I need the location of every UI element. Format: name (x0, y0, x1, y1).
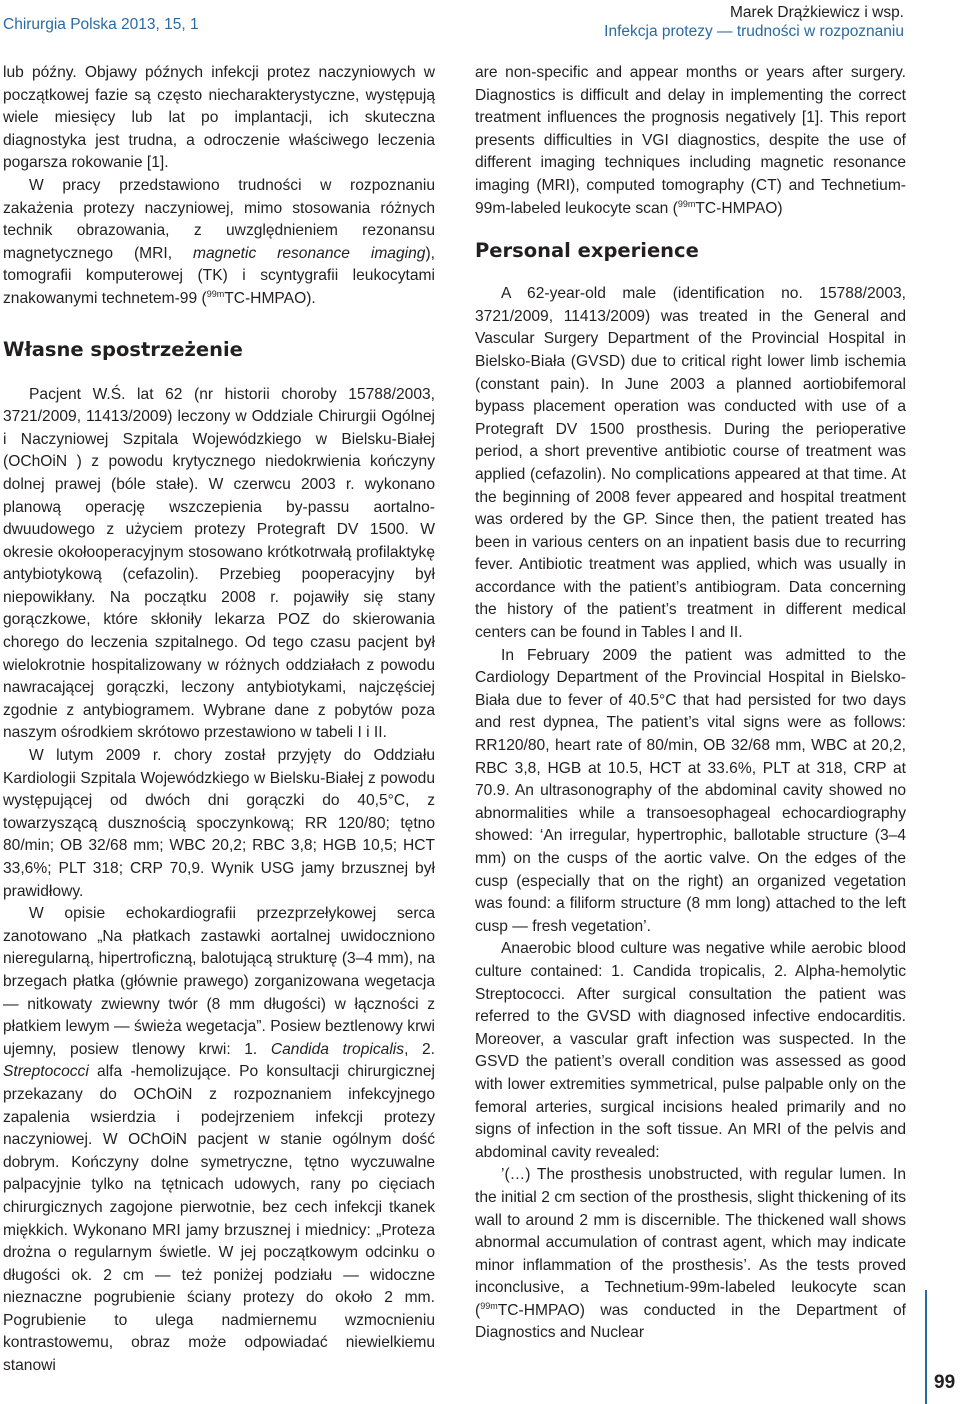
english-column (475, 62, 906, 1345)
page-header (0, 0, 960, 48)
text-run: , 2. (404, 1040, 436, 1058)
page-number: 99 (934, 1372, 956, 1393)
text-run: alfa -hemolizujące. Po konsultacji chirurgicznej przekazany do OChOiN z rozpoznaniem infekcyjnego zapalenia wsierdzia i podejrzeniem infekcji protezy naczyniowej. W OChOiN pacjent w stanie ogólnym dość dobrym. Kończyny dolne symetryczne, tętno wyczuwalne palpacyjnie tylko na tętnicach udowych, rany po cięciach chirurgicznych zagojone pierwotnie, bez cech infekcji tkanek miękkich. Wykonano MRI jamy brzusznej i miednicy: „Proteza drożna o regularnym świetle. W jej początkowym odcinku o długości ok. 2 cm — też poniżej podziału — widoczne nieznaczne pogrubienie ściany protezy do około 2 mm. Pogrubienie to ulega nadmiernemu wzmocnieniu kontrastowemu, obraz może odpowiadać niewielkiemu stanowi (3, 1063, 435, 1375)
italic-term: magnetic resonance imaging (192, 244, 426, 262)
superscript: 99m (480, 1300, 498, 1311)
paragraph: Anaerobic blood culture was negative while aerobic blood culture contained: 1. Candida tropicalis, 2. Alpha-hemolytic Streptococci. After surgical consultation the patient was referred to the GVSD with diagnosed infective endocarditis. Moreover, a vascular graft infection was suspected. In the GSVD the patient’s overall condition was assessed as good with lower extremities symmetrical, pulse palpable only on the femoral arteries, surgical incisions healed primarily and no signs of infection in the soft tissue. An MRI of the pelvis and abdominal cavity revealed: (475, 940, 906, 1161)
superscript: 99m (206, 288, 225, 299)
paragraph: In February 2009 the patient was admitted to the Cardiology Department of the Provincial Hospital in Bielsko-Biała due to fever of 40.5°C that had persisted for two days and rest dypnea, The patient’s vital signs were as follows: RR120/80, heart rate of 80/min, OB 32/68 mm, WBC at 20,2, RBC 3,8, HGB at 10.5, HCT at 33.6%, PLT at 318, CRP at 70.9. An ultrasonography of the abdominal cavity showed no abnormalities while a transoesophageal echocardiography showed: ‘An irregular, hypertrophic, ballotable structure (3–4 mm) on the cusps of the aortic valve. On the edges of the cusp (especially that on the right) an organized vegetation was found: a filiform structure (8 mm long) attached to the left cusp — fresh vegetation’. (475, 646, 906, 935)
running-head-authors: Marek Drążkiewicz i wsp. (730, 4, 904, 21)
paragraph: lub późny. Objawy późnych infekcji protez naczyniowych w początkowej fazie są często niecharakterystyczne, występują wiele miesięcy lub lat po implantacji, ich skuteczna diagnostyka jest trudna, a odroczenie właściwego leczenia pogarsza rokowanie [1]. (3, 64, 435, 172)
running-head (604, 3, 904, 41)
text-run: TC-HMPAO) was conducted in the Department of Diagnostics and Nuclear (475, 1301, 906, 1342)
journal-citation: Chirurgia Polska 2013, 15, 1 (3, 16, 199, 33)
paragraph: W lutym 2009 r. chory został przyjęty do Oddziału Kardiologii Szpitala Wojewódzkiego w Bielsku-Białej z powodu występującej od dwóch dni gorączki do 40,5°C, z towarzyszącą dusznością spoczynkową; RR 120/80; tętno 80/min; OB 32/68 mm; WBC 20,2; RBC 3,8; HGB 10,5; HCT 33,6%; PLT 318; CRP 70,9. Wynik USG jamy brzusznej był prawidłowy. (3, 747, 435, 900)
text-run: W pracy przedstawiono trudności w rozpoznaniu zakażenia protezy naczyniowej, mimo stosowania różnych technik obrazowania, z uwzględnieniem rezonansu magnetycznego (MRI, (3, 176, 435, 262)
paragraph (475, 62, 906, 220)
text-run: TC-HMPAO) (695, 199, 783, 217)
text-run: W opisie echokardiografii przezprzełykowej serca zanotowano „Na płatkach zastawki aortalnej uwidoczniono nieregularną, hipertroficzną, balotującą strukturę (3–4 mm), na brzegach płatka (głównie prawego) zorganizowana wegetacja — nitkowaty zwiewny twór (8 mm długości) w łączności z płatkiem lewym — świeża wegetacja”. Posiew beztlenowy krwi ujemny, posiew tlenowy krwi: 1. (3, 905, 435, 1058)
running-head-title: Infekcja protezy — trudności w rozpoznaniu (604, 23, 904, 40)
text-run: ), tomografii komputerowej (TK) i scyntygrafii leukocytami znakowanymi technetem-99 ( (3, 244, 435, 307)
paragraph: Pacjent W.Ś. lat 62 (nr historii choroby 15788/2003, 3721/2009, 11413/2009) leczony w Oddziale Chirurgii Ogólnej i Naczyniowej Szpitala Wojewódzkiego w Bielsku-Białej (OChOiN ) z powodu krytycznego niedokrwienia kończyny dolnej prawej (bóle stałe). W czerwcu 2003 r. wykonano planową operację wszczepienia by-passu aortalno-dwuudowego z użyciem protezy Protegraft DV 1500. W okresie okołooperacyjnym stosowano krótkotrwałą profilaktykę antybiotykową (cefazolin). Przebieg pooperacyjny był niepowikłany. Na początku 2008 r. pojawiły się stany gorączkowe, które skłoniły lekarza POZ do skierowania chorego do leczenia szpitalnego. Od tego czasu pacjent był wielokrotnie hospitalizowany w różnych oddziałach z powodu nawracającej gorączki, leczony antybiotykami, najczęściej zgodnie z antybiogramem. Wybrane dane z pobytów poza naszym ośrodkiem skrótowo przestawiono w tabeli I i II. (3, 385, 435, 742)
paragraph (475, 1164, 906, 1345)
italic-term: Streptococci (3, 1063, 89, 1081)
superscript: 99m (677, 198, 696, 209)
section-heading: Własne spostrzeżenie (3, 337, 243, 361)
paragraph: A 62-year-old male (identification no. 15788/2003, 3721/2009, 11413/2009) was treated in the General and Vascular Surgery Department of the Provincial Hospital in Bielsko-Biała (GVSD) due to critical right lower limb ischemia (constant pain). In June 2003 a planned aortiobifemoral bypass placement operation was conducted with use of a Protegraft DV 1500 prosthesis. During the perioperative period, a short preventive antibiotic course of treatment was applied (cefazolin). No complications appeared at that time. At the beginning of 2008 fever appeared and hospital treatment was ordered by the GP. Since then, the patient treated has been in various centers on an inpatient basis due to recurring fever. Antibiotic treatment was applied, which was usually in accordance with the patient’s antibiogram. Data concerning the history of the patient’s treatment in different medical centers can be found in Tables I and II. (475, 285, 906, 642)
polish-column (3, 62, 435, 1378)
page-margin-rule (925, 1290, 927, 1404)
paragraph (3, 903, 435, 1377)
italic-term: Candida tropicalis (270, 1040, 405, 1058)
text-run: are non-specific and appear months or years after surgery. Diagnostics is difficult and delay in implementing the correct treatment influences the prognosis negatively [1]. This report presents difficulties in VGI diagnostics, despite the use of different imaging techniques including magnetic resonance imaging (MRI), computed tomography (CT) and Technetium-99m-labeled leukocyte scan ( (475, 64, 906, 217)
paragraph (3, 175, 435, 311)
section-heading: Personal experience (475, 239, 699, 263)
text-run: ’(…) The prosthesis unobstructed, with regular lumen. In the initial 2 cm section of the prosthesis, slight thickening of its wall to around 2 mm is discernible. The thickened wall shows abnormal accumulation of contrast agent, which may indicate minor inflammation of the prosthesis’. As the tests proved inconclusive, a Technetium-99m-labeled leukocyte scan ( (475, 1166, 906, 1319)
text-run: TC-HMPAO). (224, 289, 316, 307)
